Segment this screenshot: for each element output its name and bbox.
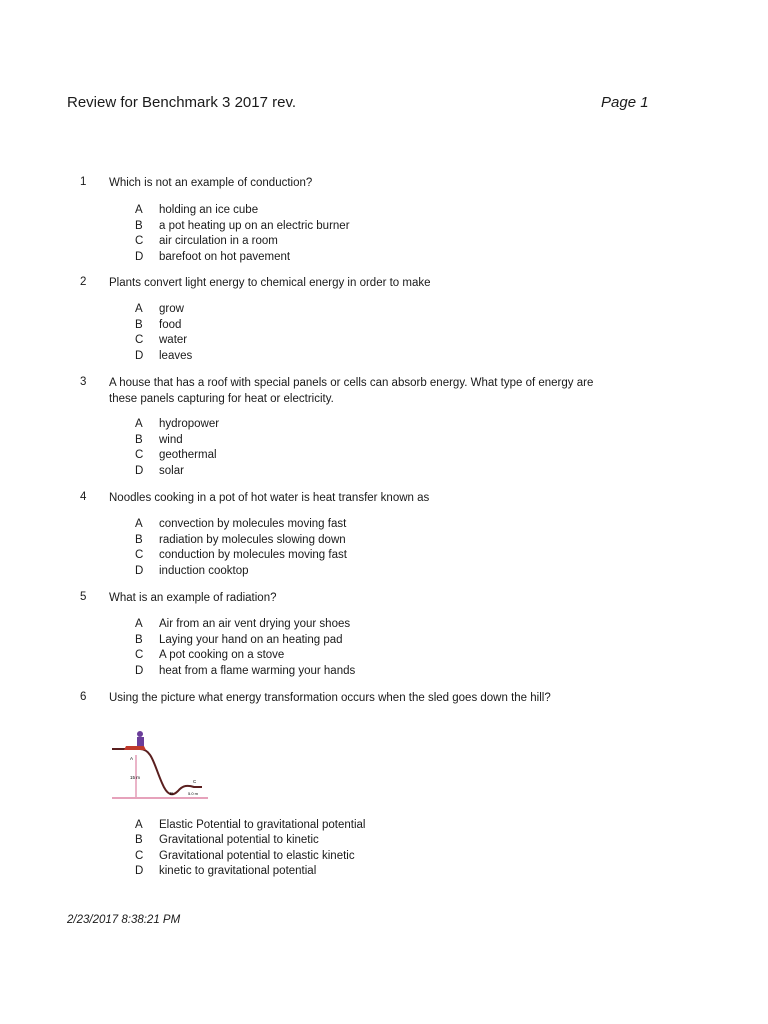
option-letter: D bbox=[135, 664, 144, 677]
option-letter: B bbox=[135, 533, 143, 546]
height-label: 15 m bbox=[130, 775, 141, 780]
question-number: 6 bbox=[80, 691, 87, 703]
option-text: air circulation in a room bbox=[159, 235, 278, 247]
option-letter: C bbox=[135, 449, 144, 461]
option-letter: C bbox=[135, 334, 144, 346]
answer-option[interactable] bbox=[0, 319, 768, 335]
answer-option[interactable] bbox=[0, 235, 768, 251]
option-text: Gravitational potential to kinetic bbox=[159, 834, 319, 846]
question-number: 3 bbox=[80, 376, 87, 388]
option-text: Laying your hand on an heating pad bbox=[159, 633, 343, 646]
sled-hill-figure bbox=[110, 725, 210, 805]
option-text: geothermal bbox=[159, 449, 217, 461]
question-number: 5 bbox=[80, 591, 87, 603]
option-letter: A bbox=[135, 418, 143, 430]
answer-option[interactable] bbox=[0, 819, 768, 835]
answer-option[interactable] bbox=[0, 251, 768, 267]
option-letter: A bbox=[135, 518, 143, 530]
hill-track bbox=[112, 749, 202, 794]
answer-option[interactable] bbox=[0, 665, 768, 681]
option-text: induction cooktop bbox=[159, 564, 249, 577]
answer-option[interactable] bbox=[0, 565, 768, 581]
option-text: Air from an air vent drying your shoes bbox=[159, 618, 351, 630]
sled-icon bbox=[124, 746, 146, 750]
answer-option[interactable] bbox=[0, 220, 768, 236]
option-letter: A bbox=[135, 618, 143, 630]
option-text: A pot cooking on a stove bbox=[159, 649, 285, 661]
rider-body bbox=[137, 737, 144, 746]
option-letter: D bbox=[135, 250, 144, 263]
answer-option[interactable] bbox=[0, 518, 768, 534]
option-letter: C bbox=[135, 649, 144, 661]
answer-option[interactable] bbox=[0, 350, 768, 366]
option-text: water bbox=[159, 334, 188, 346]
question-number: 1 bbox=[80, 176, 87, 188]
page-header-title: Review for Benchmark 3 2017 rev. bbox=[67, 94, 296, 111]
option-letter: B bbox=[135, 834, 143, 846]
point-a-label: A bbox=[130, 756, 134, 761]
answer-option[interactable] bbox=[0, 549, 768, 565]
sled-hill-diagram bbox=[110, 725, 210, 805]
answer-option[interactable] bbox=[0, 434, 768, 450]
option-letter: C bbox=[135, 549, 144, 561]
option-text: a pot heating up on an electric burner bbox=[159, 219, 350, 232]
option-letter: B bbox=[135, 318, 143, 331]
question-text: Noodles cooking in a pot of hot water is heat transfer known as bbox=[109, 492, 430, 504]
option-text: solar bbox=[159, 464, 184, 477]
question-text: Plants convert light energy to chemical energy in order to make bbox=[109, 277, 431, 289]
option-text: heat from a flame warming your hands bbox=[159, 664, 356, 677]
answer-option[interactable] bbox=[0, 303, 768, 319]
option-letter: A bbox=[135, 818, 143, 831]
rider-head bbox=[137, 731, 143, 737]
answer-option[interactable] bbox=[0, 465, 768, 481]
option-text: radiation by molecules slowing down bbox=[159, 533, 346, 546]
point-b-label: B bbox=[170, 791, 174, 796]
option-letter: D bbox=[135, 865, 144, 877]
question-text: Which is not an example of conduction? bbox=[109, 177, 313, 189]
answer-option[interactable] bbox=[0, 418, 768, 434]
answer-option[interactable] bbox=[0, 534, 768, 550]
option-text: Gravitational potential to elastic kinetic bbox=[159, 849, 355, 862]
option-letter: D bbox=[135, 564, 144, 577]
answer-option[interactable] bbox=[0, 850, 768, 866]
answer-option[interactable] bbox=[0, 618, 768, 634]
question-text: What is an example of radiation? bbox=[109, 592, 277, 604]
page-number: Page 1 bbox=[601, 94, 649, 111]
option-letter: B bbox=[135, 219, 143, 232]
option-text: wind bbox=[159, 433, 183, 446]
question-text: A house that has a roof with special panels or cells can absorb energy. What type of energy are these panels capturing for heat or electricity. bbox=[109, 377, 594, 405]
answer-option[interactable] bbox=[0, 204, 768, 220]
option-text: holding an ice cube bbox=[159, 204, 259, 216]
point-c-label: C bbox=[193, 779, 197, 784]
option-text: conduction by molecules moving fast bbox=[159, 549, 347, 561]
option-letter: A bbox=[135, 204, 143, 216]
answer-option[interactable] bbox=[0, 634, 768, 650]
answer-option[interactable] bbox=[0, 865, 768, 881]
option-text: kinetic to gravitational potential bbox=[159, 865, 317, 877]
option-letter: B bbox=[135, 633, 143, 646]
option-text: Elastic Potential to gravitational potential bbox=[159, 818, 366, 831]
option-text: grow bbox=[159, 303, 184, 315]
option-letter: A bbox=[135, 303, 143, 315]
option-text: barefoot on hot pavement bbox=[159, 250, 291, 263]
answer-option[interactable] bbox=[0, 334, 768, 350]
question-number: 2 bbox=[80, 276, 87, 288]
option-text: convection by molecules moving fast bbox=[159, 518, 347, 530]
option-text: hydropower bbox=[159, 418, 220, 430]
option-letter: C bbox=[135, 235, 144, 247]
small-height-label: 5.0 m bbox=[188, 791, 199, 796]
answer-option[interactable] bbox=[0, 649, 768, 665]
option-text: leaves bbox=[159, 349, 193, 362]
option-letter: C bbox=[135, 849, 144, 862]
question-text: Using the picture what energy transformation occurs when the sled goes down the hill? bbox=[109, 692, 551, 704]
option-letter: D bbox=[135, 349, 144, 362]
option-letter: D bbox=[135, 464, 144, 477]
option-letter: B bbox=[135, 433, 143, 446]
question-number: 4 bbox=[80, 491, 87, 503]
print-timestamp: 2/23/2017 8:38:21 PM bbox=[67, 914, 181, 926]
answer-option[interactable] bbox=[0, 449, 768, 465]
option-text: food bbox=[159, 318, 182, 331]
answer-option[interactable] bbox=[0, 834, 768, 850]
